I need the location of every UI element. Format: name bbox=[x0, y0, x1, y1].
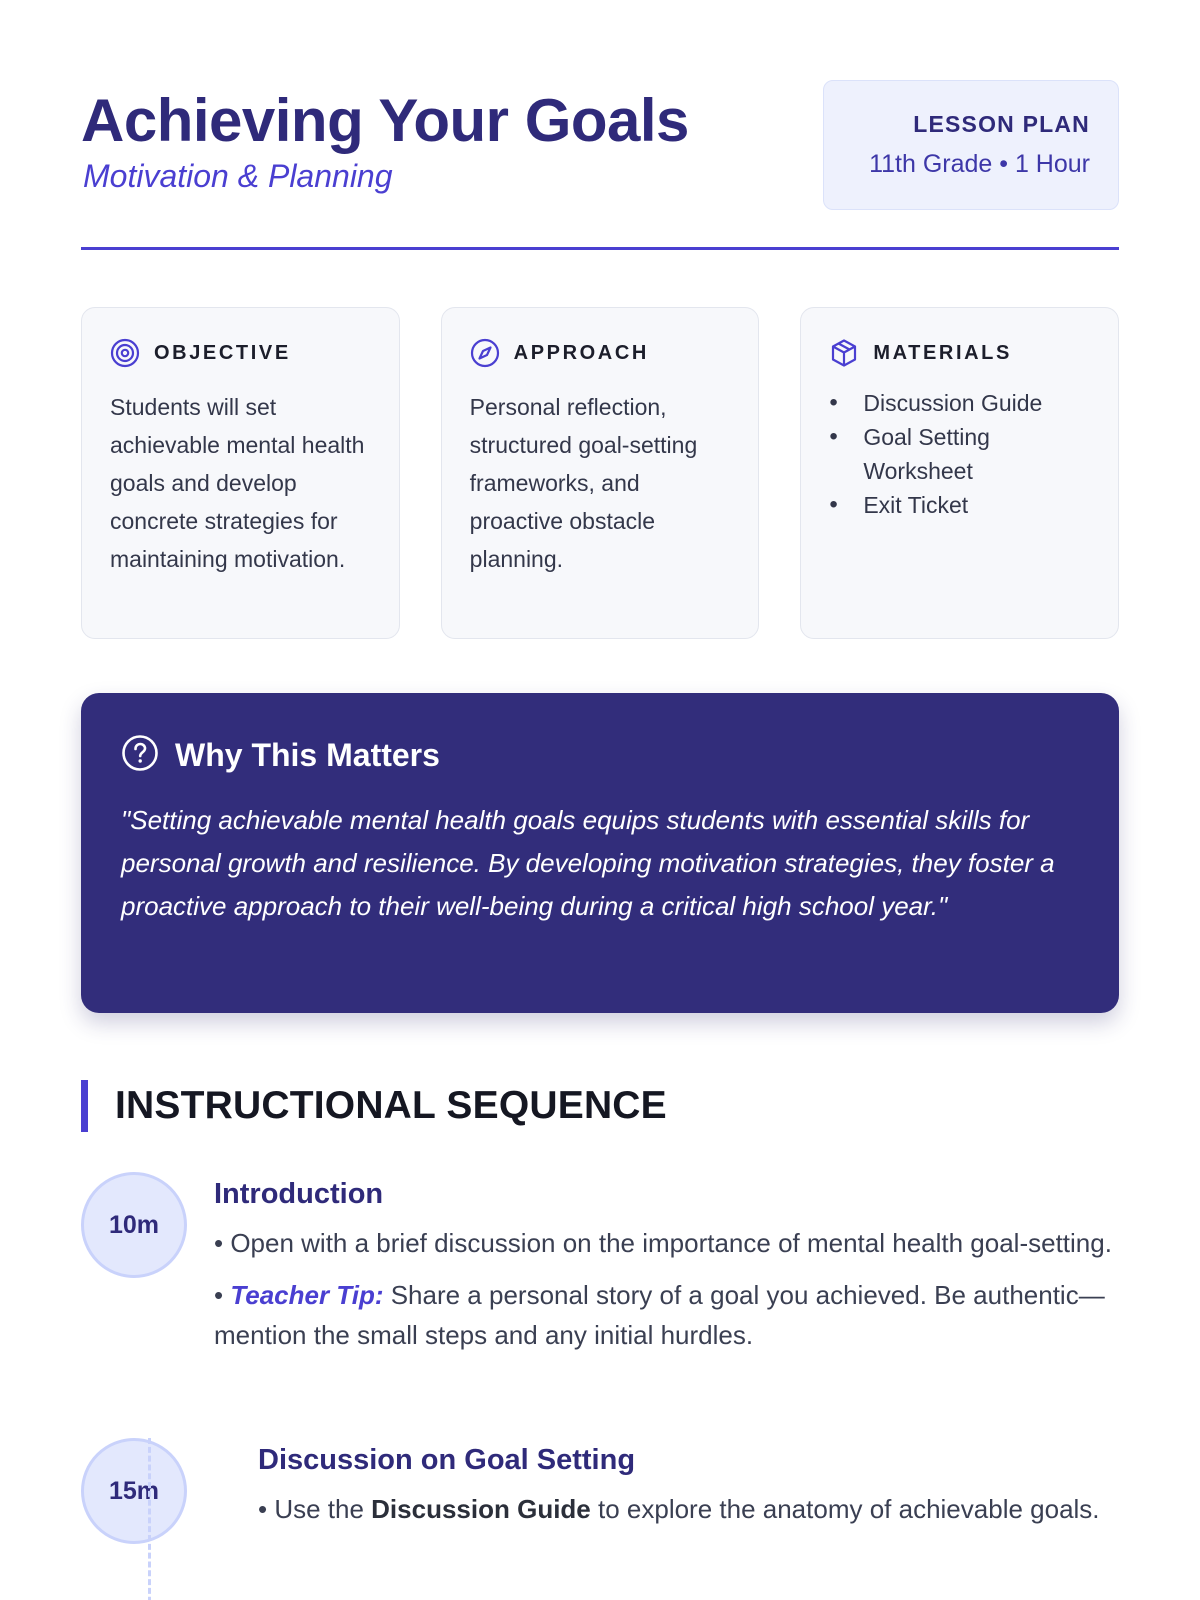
why-quote: "Setting achievable mental health goals equips students with essential skills for personal growth and resilience. By developing motivation strategies, they foster a proactive approach to their well-being during a critical high school year." bbox=[121, 805, 1055, 921]
why-this-matters bbox=[81, 693, 1119, 1013]
duration-badge: 15m bbox=[81, 1438, 187, 1544]
why-title: Why This Matters bbox=[175, 736, 440, 773]
materials-list bbox=[829, 386, 1090, 522]
objective-text: Students will set achievable mental health goals and develop concrete strategies for maintaining motivation. bbox=[110, 394, 365, 572]
tip-label: Teacher Tip: bbox=[230, 1280, 384, 1310]
list-item: • Discussion Guide bbox=[829, 386, 1090, 420]
step-title: Introduction bbox=[214, 1178, 384, 1210]
teacher-tip: • Teacher Tip: Share a personal story of a goal you achieved. Be authentic—mention the small steps and any initial hurdles. bbox=[214, 1280, 1105, 1350]
materials-title: MATERIALS bbox=[873, 341, 1012, 364]
list-item: • Exit Ticket bbox=[829, 488, 1090, 522]
badge-meta: 11th Grade • 1 Hour bbox=[869, 150, 1090, 178]
step-introduction bbox=[81, 1172, 1119, 1402]
step-bullet: • Use the Discussion Guide to explore the anatomy of achievable goals. bbox=[258, 1494, 1100, 1524]
page-subtitle: Motivation & Planning bbox=[83, 158, 393, 194]
badge-label: LESSON PLAN bbox=[913, 111, 1090, 137]
question-circle-icon bbox=[121, 734, 159, 777]
lesson-plan-badge bbox=[823, 80, 1119, 210]
objective-title: OBJECTIVE bbox=[154, 341, 291, 364]
step-title: Discussion on Goal Setting bbox=[258, 1444, 636, 1476]
section-title: INSTRUCTIONAL SEQUENCE bbox=[81, 1080, 667, 1132]
approach-card bbox=[441, 307, 760, 639]
overview-cards bbox=[81, 307, 1119, 639]
objective-card bbox=[81, 307, 400, 639]
timeline-line bbox=[148, 1438, 151, 1600]
duration-badge: 10m bbox=[81, 1172, 187, 1278]
page-title: Achieving Your Goals bbox=[81, 87, 689, 154]
page-header bbox=[81, 80, 1119, 250]
compass-icon bbox=[470, 338, 500, 368]
approach-text: Personal reflection, structured goal-setting frameworks, and proactive obstacle planning. bbox=[469, 394, 698, 572]
target-icon bbox=[110, 338, 140, 368]
step-discussion bbox=[81, 1438, 1119, 1600]
list-item: • Goal Setting Worksheet bbox=[801, 420, 1090, 488]
step-bullet: • Open with a brief discussion on the importance of mental health goal-setting. bbox=[214, 1228, 1112, 1258]
materials-card bbox=[800, 307, 1119, 639]
approach-title: APPROACH bbox=[513, 341, 649, 364]
package-icon bbox=[829, 338, 859, 368]
